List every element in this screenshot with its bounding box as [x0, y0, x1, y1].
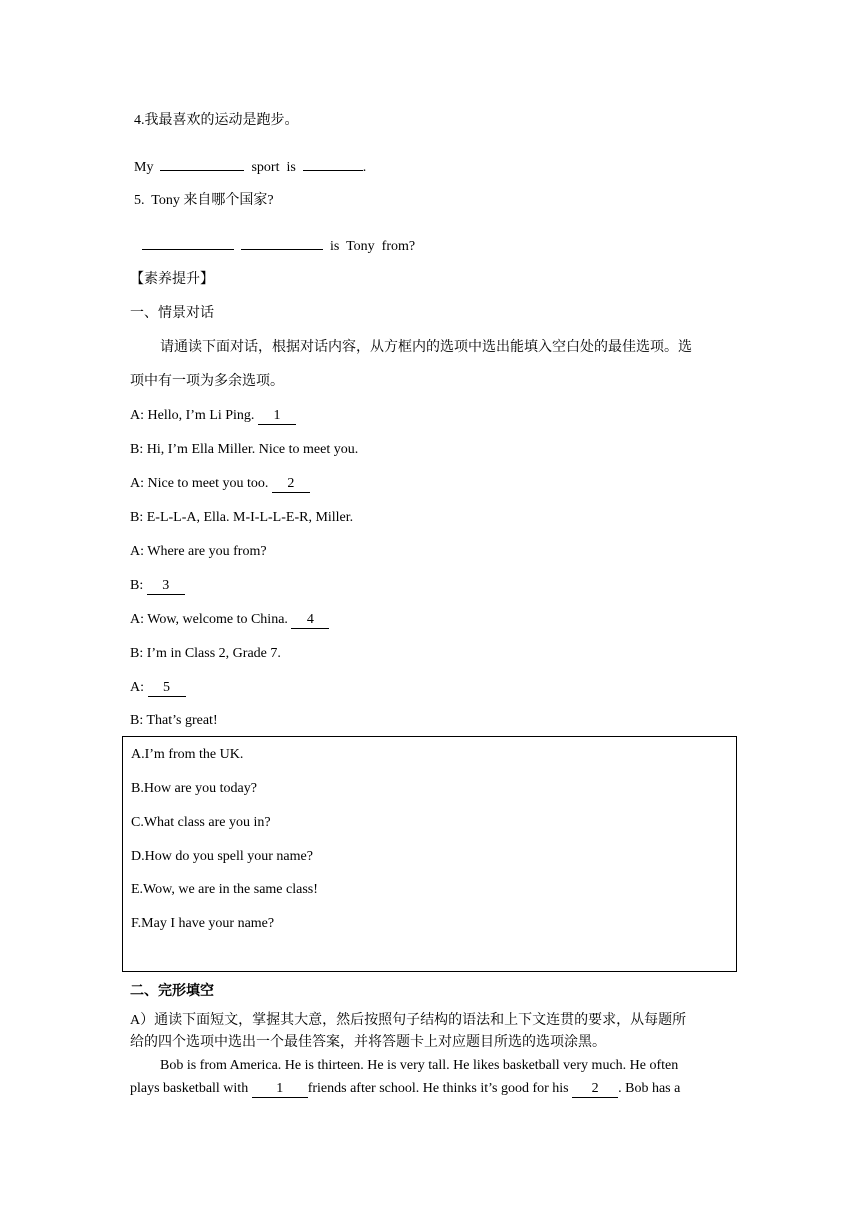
passage-line: Bob is from America. He is thirteen. He is very tall. He likes basketball very much. He often	[160, 1058, 679, 1073]
q5-blank-1[interactable]	[142, 249, 234, 250]
option-item: D.How do you spell your name?	[131, 849, 313, 864]
q4-answer-line	[134, 159, 366, 177]
dialog-line: B: Hi, I’m Ella Miller. Nice to meet you.	[130, 442, 359, 457]
part1-instruction-line1: 请通读下面对话，根据对话内容，从方框内的选项中选出能填入空白处的最佳选项。选	[160, 340, 692, 355]
part2-instruction-line1: A）通读下面短文，掌握其大意，然后按照句子结构的语法和上下文连贯的要求，从每题所	[130, 1013, 687, 1028]
dialog-line: A: Where are you from?	[130, 544, 267, 559]
dialog-blank[interactable]: 1	[258, 408, 296, 425]
dialog-blank[interactable]: 3	[147, 578, 185, 595]
part1-title: 一、情景对话	[130, 306, 214, 321]
q4-ans-end: .	[362, 160, 367, 175]
option-item: C.What class are you in?	[131, 815, 271, 830]
dialog-line: B: E-L-L-A, Ella. M-I-L-L-E-R, Miller.	[130, 510, 354, 525]
q5-prompt: 5. Tony 来自哪个国家?	[134, 193, 274, 208]
option-item: A.I’m from the UK.	[131, 747, 244, 762]
q4-blank-2[interactable]	[303, 170, 363, 171]
section-improve-heading: 【素养提升】	[130, 272, 214, 287]
dialog-blank[interactable]: 4	[291, 612, 329, 629]
q5-ans-tail: is Tony from?	[330, 239, 416, 254]
part2-title: 二、完形填空	[130, 984, 214, 999]
q5-answer-line	[142, 238, 415, 256]
cloze-blank[interactable]: 1	[252, 1081, 308, 1098]
option-item: B.How are you today?	[131, 781, 257, 796]
dialog-blank[interactable]: 2	[272, 476, 310, 493]
dialog-blank[interactable]: 5	[148, 680, 186, 697]
option-item: F.May I have your name?	[131, 916, 275, 931]
q4-ans-mid: sport is	[251, 160, 296, 175]
dialog-line: A: Wow, welcome to China. 4	[130, 611, 329, 629]
part1-instruction-line2: 项中有一项为多余选项。	[130, 374, 284, 389]
dialog-line: B: 3	[130, 577, 185, 595]
q4-blank-1[interactable]	[160, 170, 244, 171]
dialog-line: B: That’s great!	[130, 713, 218, 728]
dialog-line: A: 5	[130, 679, 186, 697]
q4-ans-pre: My	[134, 160, 154, 175]
passage-line: plays basketball with 1 friends after school. He thinks it’s good for his 2 . Bob has a	[130, 1081, 681, 1096]
q4-prompt: 4.我最喜欢的运动是跑步。	[134, 113, 299, 128]
options-box	[122, 736, 737, 972]
dialog-line: B: I’m in Class 2, Grade 7.	[130, 646, 281, 661]
dialog-line: A: Hello, I’m Li Ping. 1	[130, 407, 296, 425]
option-item: E.Wow, we are in the same class!	[131, 882, 318, 897]
dialog-line: A: Nice to meet you too. 2	[130, 475, 310, 493]
q5-blank-2[interactable]	[241, 249, 323, 250]
cloze-blank[interactable]: 2	[572, 1081, 618, 1098]
part2-instruction-line2: 给的四个选项中选出一个最佳答案，并将答题卡上对应题目所选的选项涂黑。	[130, 1035, 606, 1050]
